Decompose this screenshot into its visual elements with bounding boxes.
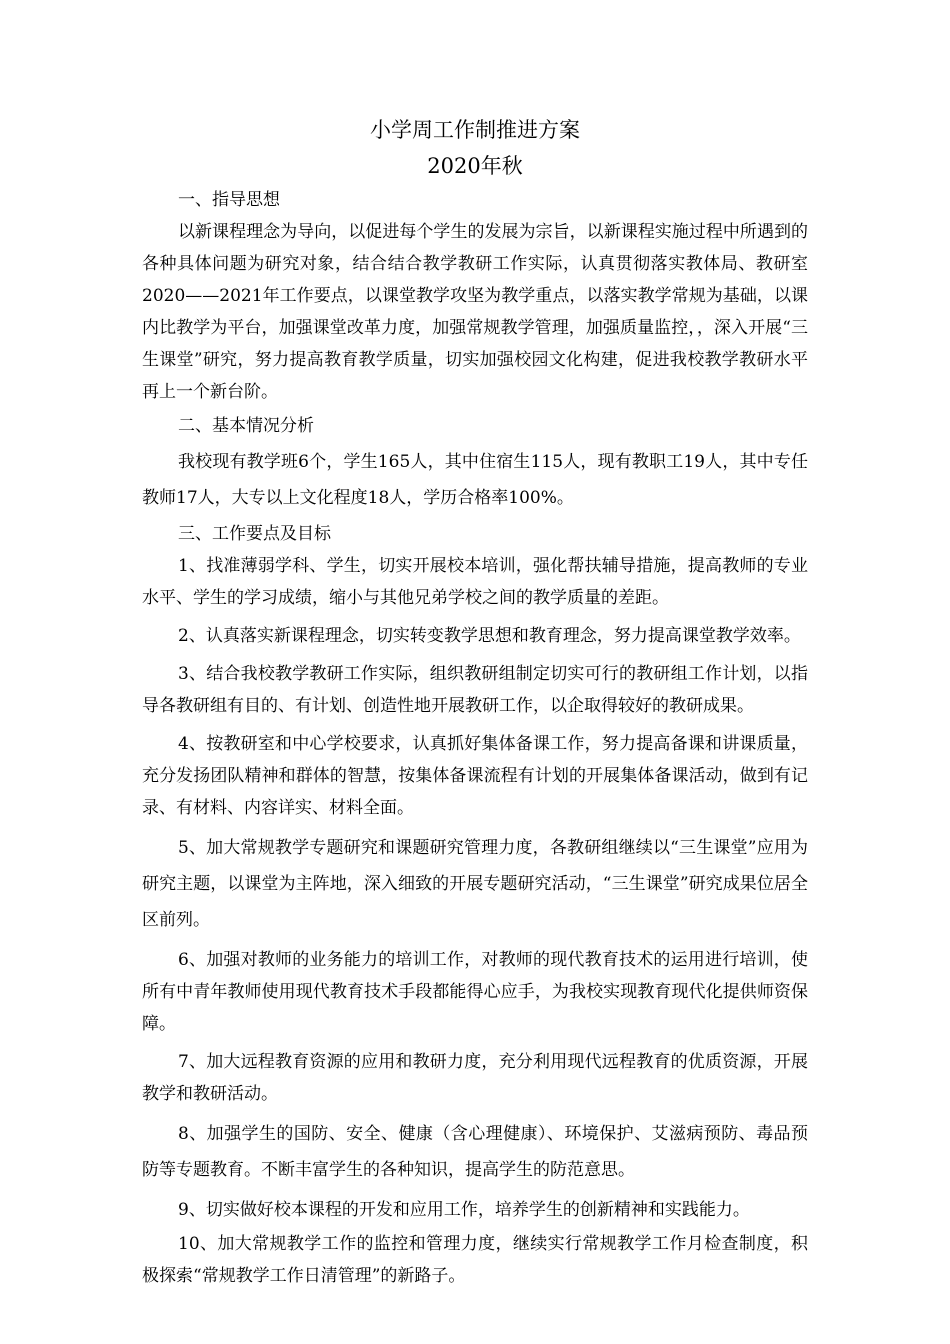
work-point-6: 6、加强对教师的业务能力的培训工作，对教师的现代教育技术的运用进行培训，使所有中青年教师使用现代教育技术手段都能得心应手，为我校实现教育现代化提供师资保障。 xyxy=(142,950,808,1034)
document-page xyxy=(142,112,808,1292)
work-point-5: 5、加大常规教学专题研究和课题研究管理力度，各教研组继续以“三生课堂”应用为研究主题，以课堂为主阵地，深入细致的开展专题研究活动，“三生课堂”研究成果位居全区前列。 xyxy=(142,838,808,930)
work-point-2: 2、认真落实新课程理念，切实转变教学思想和教育理念，努力提高课堂教学效率。 xyxy=(178,626,801,646)
document-title: 小学周工作制推进方案 xyxy=(370,118,580,142)
work-point-8: 8、加强学生的国防、安全、健康（含心理健康）、环境保护、艾滋病预防、毒品预防等专题教育。不断丰富学生的各种知识，提高学生的防范意思。 xyxy=(142,1124,808,1180)
work-point-4: 4、按教研室和中心学校要求，认真抓好集体备课工作，努力提高备课和讲课质量，充分发扬团队精神和群体的智慧，按集体备课流程有计划的开展集体备课活动，做到有记录、有材料、内容详实、材料全面。 xyxy=(142,734,808,818)
paragraph-situation-analysis: 我校现有教学班6个，学生165人，其中住宿生115人，现有教职工19人，其中专任教师17人，大专以上文化程度18人，学历合格率100%。 xyxy=(142,452,808,508)
work-point-3: 3、结合我校教学教研工作实际，组织教研组制定切实可行的教研组工作计划，以指导各教研组有目的、有计划、创造性地开展教研工作，以企取得较好的教研成果。 xyxy=(142,664,808,716)
work-point-10: 10、加大常规教学工作的监控和管理力度，继续实行常规教学工作月检查制度，积极探索“常规教学工作日清管理”的新路子。 xyxy=(142,1234,808,1286)
work-point-9: 9、切实做好校本课程的开发和应用工作，培养学生的创新精神和实践能力。 xyxy=(178,1200,750,1220)
work-point-1: 1、找准薄弱学科、学生，切实开展校本培训，强化帮扶辅导措施，提高教师的专业水平、学生的学习成绩，缩小与其他兄弟学校之间的教学质量的差距。 xyxy=(142,556,808,608)
section-heading-situation-analysis: 二、基本情况分析 xyxy=(178,416,314,436)
paragraph-guiding-ideology: 以新课程理念为导向，以促进每个学生的发展为宗旨，以新课程实施过程中所遇到的各种具体问题为研究对象，结合结合教学教研工作实际，认真贯彻落实教体局、教研室2020——2021年工作要点，以课堂教学攻坚为教学重点，以落实教学常规为基础，以课内比教学为平台，加强课堂改革力度，加强常规教学管理，加强质量监控，，深入开展“三生课堂”研究，努力提高教育教学质量，切实加强校园文化构建，促进我校教学教研水平再上一个新台阶。 xyxy=(142,222,808,402)
document-subtitle: 2020年秋 xyxy=(427,154,523,178)
work-point-7: 7、加大远程教育资源的应用和教研力度，充分利用现代远程教育的优质资源，开展教学和教研活动。 xyxy=(142,1052,808,1104)
section-heading-work-points: 三、工作要点及目标 xyxy=(178,524,331,544)
section-heading-guiding-ideology: 一、指导思想 xyxy=(178,190,280,210)
